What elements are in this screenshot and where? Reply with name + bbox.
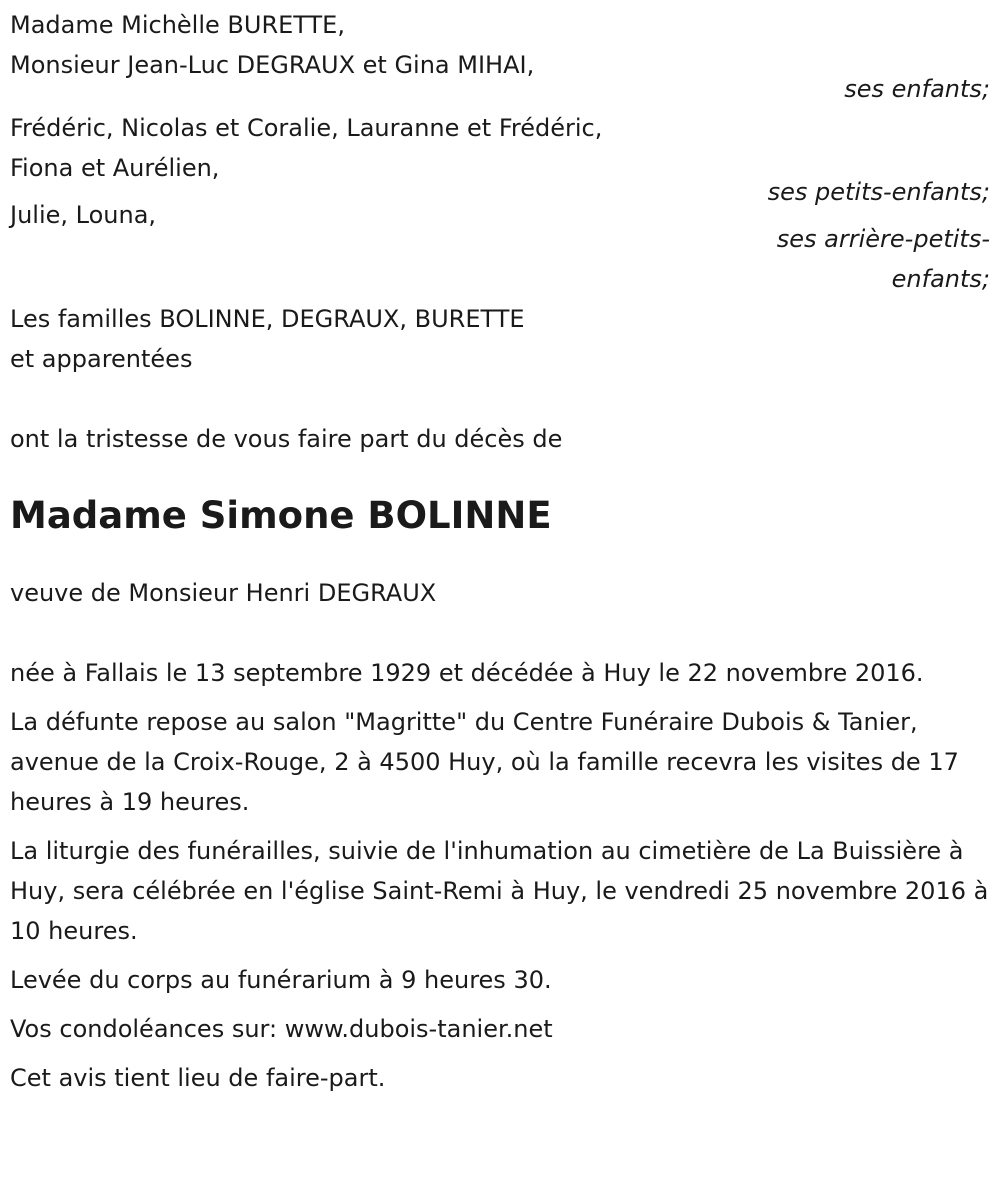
obituary-notice — [10, 5, 990, 1098]
grandchild-line: Fiona et Aurélien, — [10, 154, 220, 182]
child-line: Monsieur Jean-Luc DEGRAUX et Gina MIHAI, — [10, 51, 535, 79]
liturgy-text: La liturgie des funérailles, suivie de l'inhumation au cimetière de La Buissière à Huy, sera célébrée en l'église Saint-Remi à Huy, le vendredi 25 novembre 2016 à 10 heures. — [10, 837, 989, 945]
great-grandchildren-relation-line1: ses arrière-petits- — [776, 225, 990, 253]
repose-text: La défunte repose au salon "Magritte" du Centre Funéraire Dubois & Tanier, avenue de la Croix-Rouge, 2 à 4500 Huy, où la famille recevra les visites de 17 heures à 19 heures. — [10, 708, 959, 816]
levee-text: Levée du corps au funérarium à 9 heures 30. — [10, 966, 552, 994]
deceased-name: Madame Simone BOLINNE — [10, 494, 552, 537]
children-relation: ses enfants; — [844, 75, 990, 103]
great-grandchildren-relation-line2: enfants; — [891, 265, 990, 293]
great-grandchild-line: Julie, Louna, — [10, 201, 157, 229]
birth-death-text: née à Fallais le 13 septembre 1929 et décédée à Huy le 22 novembre 2016. — [10, 659, 924, 687]
widow-of-text: veuve de Monsieur Henri DEGRAUX — [10, 579, 437, 607]
families-line: Les familles BOLINNE, DEGRAUX, BURETTE — [10, 305, 525, 333]
notice-text: Cet avis tient lieu de faire-part. — [10, 1064, 386, 1092]
grandchild-line: Frédéric, Nicolas et Coralie, Lauranne et Frédéric, — [10, 114, 603, 142]
child-line: Madame Michèlle BURETTE, — [10, 11, 345, 39]
grandchildren-relation: ses petits-enfants; — [767, 178, 990, 206]
families-line: et apparentées — [10, 345, 193, 373]
intro-text: ont la tristesse de vous faire part du décès de — [10, 425, 563, 453]
condolences-text: Vos condoléances sur: www.dubois-tanier.net — [10, 1015, 553, 1043]
